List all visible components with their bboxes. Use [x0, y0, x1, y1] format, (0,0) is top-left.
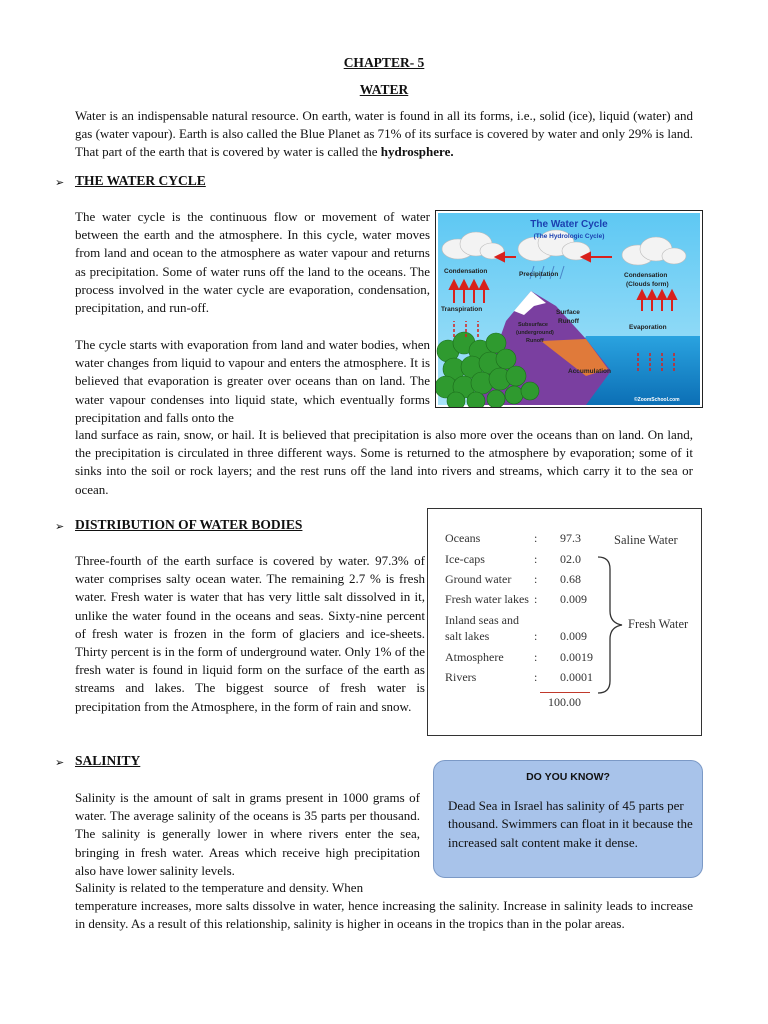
table-row-value: 0.009: [560, 629, 587, 643]
callout-text: Dead Sea in Israel has salinity of 45 parts per thousand. Swimmers can float in it because the increased salt content make it dense.: [448, 798, 693, 850]
total-rule: [540, 692, 590, 693]
table-row-value: 97.3: [560, 531, 581, 545]
total-value: 100.00: [548, 695, 581, 709]
water-cycle-paragraph-1: The water cycle is the continuous flow or movement of water between the earth and the atmosphere. In this cycle, water moves from land and ocean to the atmosphere as water vapour and returns as precipitation. Some of water runs off the land to the oceans. The process involved in the water cycle are evaporation, condensation, precipitation, and run-off.: [75, 209, 430, 316]
salinity-paragraph-2b: temperature increases, more salts dissolve in water, hence increasing the salinity. Increase in salinity leads to increase in density. As a result of this relationship, salinity is higher in oceans in the tropics than in the polar areas.: [75, 898, 693, 932]
water-cycle-diagram: [435, 210, 703, 408]
water-cycle-paragraph-2b: land surface as rain, snow, or hail. It is believed that precipitation is also more over the oceans than on land. On land, the precipitation is circulated in three different ways. Some is returned to the atmosphere by evaporation; some of it sinks into the soil or rock layers; and the rest runs off the land into rivers and streams, which carry it to the sea or ocean.: [75, 427, 693, 497]
saline-water-label: Saline Water: [614, 533, 678, 547]
table-colon: :: [534, 650, 538, 664]
label-accumulation: Accumulation: [568, 368, 611, 375]
chapter-label: CHAPTER- 5: [343, 55, 425, 70]
bullet-icon: ➢: [55, 757, 65, 769]
hydrosphere-term: hydrosphere.: [380, 144, 454, 160]
table-colon: :: [534, 629, 538, 643]
table-row-name: Fresh water lakes: [445, 592, 529, 606]
fresh-water-brace: [596, 555, 630, 695]
water-cycle-heading: THE WATER CYCLE: [75, 173, 206, 188]
label-surface: Surface: [556, 309, 580, 316]
table-row-name-cont: salt lakes: [445, 629, 490, 643]
table-row-name: Ice-caps: [445, 552, 485, 566]
table-row-value: 02.0: [560, 552, 581, 566]
table-colon: :: [534, 592, 538, 606]
did-you-know-box: [433, 760, 703, 878]
diagram-subtitle: (The Hydrologic Cycle): [533, 233, 605, 240]
salinity-heading: SALINITY: [75, 753, 141, 768]
table-row-name: Oceans: [445, 531, 481, 545]
table-colon: :: [534, 572, 538, 586]
callout-title: DO YOU KNOW?: [526, 771, 610, 783]
label-condensation-clouds: Condensation: [624, 272, 668, 279]
intro-text: Water is an indispensable natural resource. On earth, water is found in all its forms, i.e., solid (ice), liquid (water) and gas (water vapour). Earth is also called the Blue Planet as 71% of its surface is covered by water and only 29% is land. That part of the earth that is covered by water is called the: [75, 108, 693, 160]
diagram-title: The Water Cycle: [530, 219, 608, 230]
bullet-icon: ➢: [55, 521, 65, 533]
label-subsurface-runoff: Runoff: [526, 338, 544, 344]
distribution-paragraph: Three-fourth of the earth surface is covered by water. 97.3% of water comprises salty ocean water. The remaining 2.7 % is fresh water. Fresh water is water that has very little salt dissolved in it, unlike the water found in the oceans and seas. Sixty-nine percent of fresh water is frozen in the form of glaciers and ice-sheets. Thirty percent is in the form of underground water. Only 1% of the fresh water is found in liquid form on the surface of the earth as streams and lakes. The biggest source of fresh water is precipitation from the Atmosphere, in the form of rain and snow.: [75, 553, 425, 714]
table-colon: :: [534, 552, 538, 566]
table-row-value: 0.009: [560, 592, 587, 606]
salinity-paragraph-1: Salinity is the amount of salt in grams present in 1000 grams of water. The average salinity of the oceans is 35 parts per thousand. The salinity is generally lower in where rivers enter the sea, bringing in fresh water. Areas which receive high precipitation also have lower salinity levels.: [75, 790, 420, 878]
label-transpiration: Transpiration: [441, 306, 483, 313]
label-precipitation: Precipitation: [519, 271, 559, 278]
table-row-value: 0.0001: [560, 670, 593, 684]
table-row-name: Atmosphere: [445, 650, 504, 664]
table-row-value: 0.68: [560, 572, 581, 586]
water-distribution-table: [427, 508, 702, 736]
table-colon: :: [534, 531, 538, 545]
table-colon: :: [534, 670, 538, 684]
fresh-water-label: Fresh Water: [628, 617, 689, 631]
table-row-value: 0.0019: [560, 650, 593, 664]
table-row-name: Inland seas and: [445, 613, 519, 627]
salinity-paragraph-2a: Salinity is related to the temperature and density. When: [75, 880, 364, 895]
water-cycle-illustration: [436, 211, 702, 407]
label-underground: (underground): [516, 330, 554, 336]
label-surface-runoff: Runoff: [558, 318, 579, 325]
water-cycle-paragraph-2a: The cycle starts with evaporation from land and water bodies, when water changes from liquid to vapour and enters the atmosphere. It is believed that evaporation is greater over oceans than on land. The water vapour condenses into liquid state, which eventually forms precipitation and falls onto the: [75, 337, 430, 425]
label-condensation: Condensation: [444, 268, 488, 275]
distribution-heading: DISTRIBUTION OF WATER BODIES: [75, 517, 303, 532]
page-title: WATER: [359, 82, 409, 97]
intro-paragraph: [75, 107, 693, 162]
bullet-icon: ➢: [55, 177, 65, 189]
label-clouds-form: (Clouds form): [626, 281, 669, 288]
label-evaporation: Evaporation: [629, 324, 667, 331]
label-subsurface: Subsurface: [518, 322, 548, 328]
table-row-name: Rivers: [445, 670, 477, 684]
diagram-credit: ©ZoomSchool.com: [634, 397, 680, 403]
table-row-name: Ground water: [445, 572, 512, 586]
